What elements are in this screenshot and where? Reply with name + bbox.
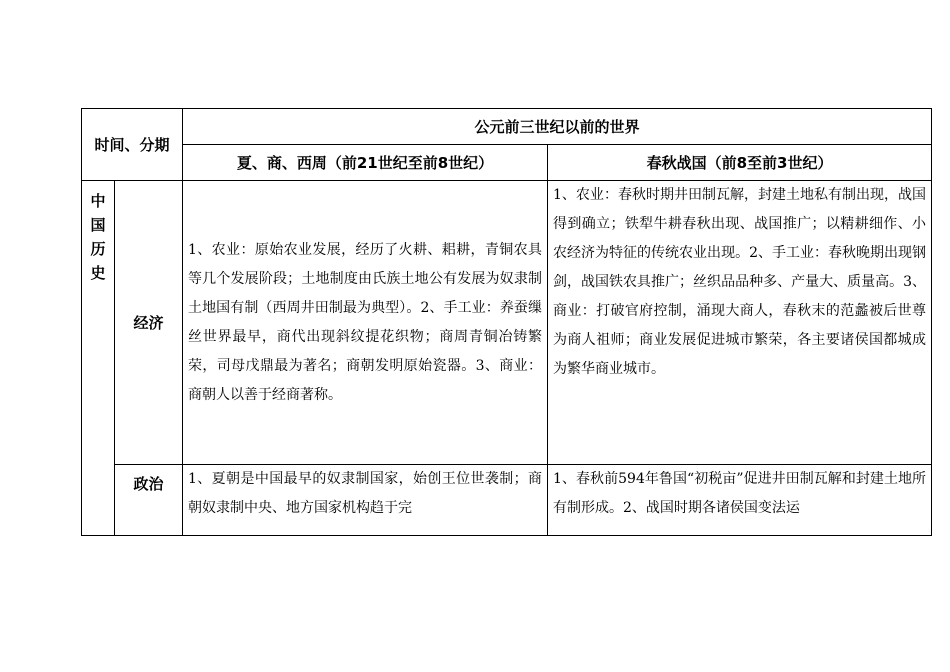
section-label-char: 史 <box>90 264 106 282</box>
section-label-char: 历 <box>90 240 106 258</box>
politics-cell-chunqiu-zhanguo <box>548 465 932 536</box>
section-label-char: 国 <box>90 216 106 234</box>
politics-text-chunqiu-zhanguo: 1、春秋前594年鲁国“初税亩”促进井田制瓦解和封建土地所有制形成。2、战国时期各诸侯国变法运 <box>553 471 927 516</box>
politics-text-xia-shang-zhou: 1、夏朝是中国最早的奴隶制国家，始创王位世袭制；商朝奴隶制中央、地方国家机构趋于完 <box>188 471 543 516</box>
politics-cell-xia-shang-zhou <box>183 465 548 536</box>
section-label-char: 中 <box>90 192 106 210</box>
row-label-politics: 政治 <box>115 465 183 536</box>
row-label-economy: 经济 <box>115 181 183 465</box>
history-table <box>81 108 932 536</box>
col-header-xia-shang-zhou: 夏、商、西周（前21世纪至前8世纪） <box>183 145 548 181</box>
col-header-chunqiu-zhanguo: 春秋战国（前8至前3世纪） <box>548 145 932 181</box>
section-label-chinese-history <box>82 181 115 536</box>
span-header: 公元前三世纪以前的世界 <box>183 109 932 145</box>
economy-cell-xia-shang-zhou: 1、农业：原始农业发展，经历了火耕、耜耕，青铜农具等几个发展阶段；土地制度由氏族土地公有发展为奴隶制土地国有制（西周井田制最为典型）。2、手工业：养蚕缫丝世界最早，商代出现斜纹提花织物；商周青铜冶铸繁荣，司母戊鼎最为著名；商朝发明原始瓷器。3、商业：商朝人以善于经商著称。 <box>183 181 548 465</box>
corner-header: 时间、分期 <box>82 109 183 181</box>
economy-cell-chunqiu-zhanguo: 1、农业：春秋时期井田制瓦解，封建土地私有制出现，战国得到确立；铁犁牛耕春秋出现、战国推广；以精耕细作、小农经济为特征的传统农业出现。2、手工业：春秋晚期出现钢剑，战国铁农具推广；丝织品品种多、产量大、质量高。3、商业：打破官府控制，涌现大商人，春秋末的范蠡被后世尊为商人祖师；商业发展促进城市繁荣，各主要诸侯国都城成为繁华商业城市。 <box>548 181 932 465</box>
